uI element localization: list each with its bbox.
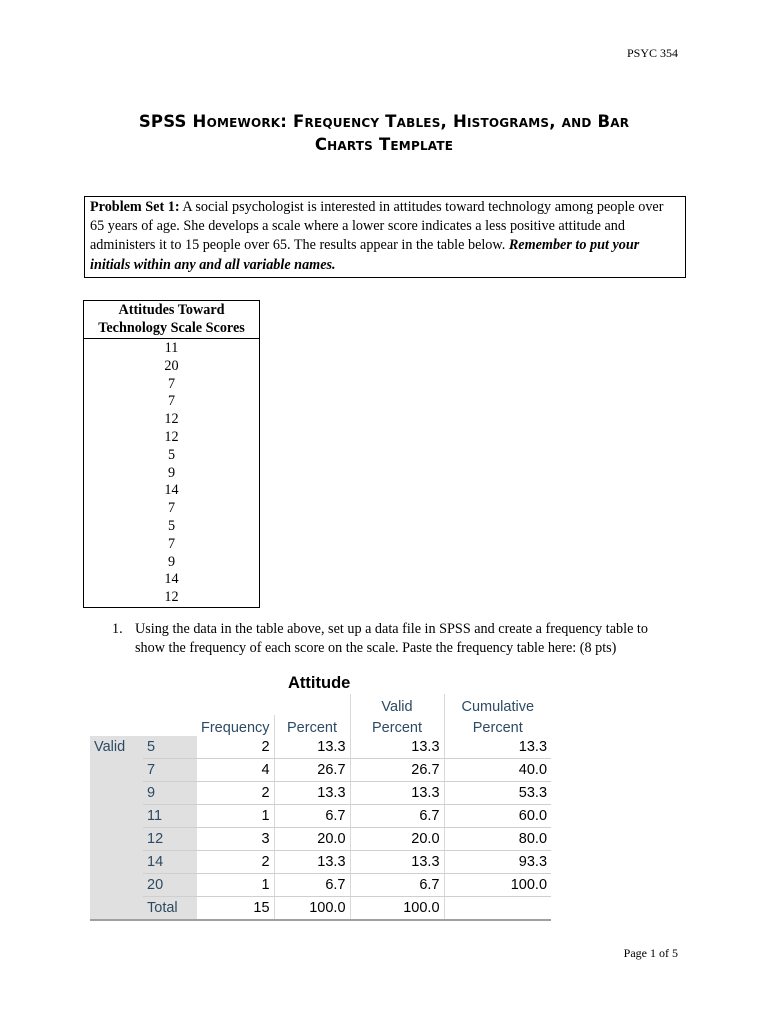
cumulative-percent-value: 93.3: [444, 851, 551, 874]
scores-table-body: [84, 339, 259, 607]
frequency-value: 2: [197, 736, 274, 759]
valid-percent-value: 13.3: [350, 782, 444, 805]
score-cell: 20: [164, 357, 179, 374]
percent-value: 6.7: [274, 805, 350, 828]
score-cell: 5: [167, 446, 176, 463]
group-label: [90, 805, 143, 828]
score-value: 20: [143, 874, 197, 897]
percent-value: 20.0: [274, 828, 350, 851]
group-label: [90, 851, 143, 874]
total-frequency: 15: [197, 897, 274, 921]
group-label: [90, 874, 143, 897]
score-cell: 14: [164, 482, 179, 499]
problem-set-box: [84, 196, 686, 278]
score-value: 9: [143, 782, 197, 805]
valid-percent-value: 13.3: [350, 736, 444, 759]
frequency-row: [90, 851, 551, 874]
score-value: 12: [143, 828, 197, 851]
frequency-table: [90, 694, 551, 921]
percent-value: 13.3: [274, 782, 350, 805]
valid-percent-value: 6.7: [350, 874, 444, 897]
frequency-value: 4: [197, 759, 274, 782]
cumulative-percent-value: 60.0: [444, 805, 551, 828]
problem-set-emphasis: Remember to put your initials within any and all variable names.: [90, 237, 640, 273]
valid-percent-value: 13.3: [350, 851, 444, 874]
score-value: 11: [143, 805, 197, 828]
total-cumulative-percent: [444, 897, 551, 921]
question-text: Using the data in the table above, set up a data file in SPSS and create a frequency table to show the frequency of each score on the scale. Paste the frequency table here: (8 pts): [135, 621, 648, 656]
frequency-row: [90, 782, 551, 805]
title-line-2: Charts Template: [314, 135, 454, 154]
group-label: Valid: [90, 736, 143, 759]
score-value: 14: [143, 851, 197, 874]
score-cell: 7: [167, 500, 176, 517]
scores-table-header: Attitudes Toward Technology Scale Scores: [84, 301, 259, 339]
cumulative-percent-value: 80.0: [444, 828, 551, 851]
frequency-value: 3: [197, 828, 274, 851]
score-cell: 11: [164, 340, 179, 356]
group-label: [90, 782, 143, 805]
title-line-1: SPSS Homework: Frequency Tables, Histograms, and Bar: [138, 112, 630, 131]
score-cell: 9: [167, 464, 176, 481]
score-cell: 12: [164, 589, 179, 606]
score-cell: 7: [167, 393, 176, 410]
problem-set-text: A social psychologist is interested in attitudes toward technology among people over 65 years of age. She develops a scale where a lower score indicates a less positive attitude and administers it to 15 people over 65. The results appear in the table below.: [90, 199, 664, 254]
score-cell: 7: [167, 535, 176, 552]
valid-percent-value: 20.0: [350, 828, 444, 851]
cumulative-percent-header-bottom: Percent: [472, 720, 523, 736]
total-valid-percent: 100.0: [350, 897, 444, 921]
percent-value: 26.7: [274, 759, 350, 782]
score-cell: 12: [164, 428, 179, 445]
group-label: [90, 759, 143, 782]
total-label: Total: [143, 897, 197, 921]
score-cell: 12: [164, 411, 179, 428]
group-label: [90, 897, 143, 921]
frequency-table-header-row-2: [90, 715, 551, 736]
score-cell: 14: [164, 571, 179, 588]
frequency-header: Frequency: [197, 715, 274, 736]
frequency-row: [90, 805, 551, 828]
cumulative-percent-value: 13.3: [444, 736, 551, 759]
valid-percent-header-top: Valid: [350, 694, 444, 715]
score-value: 5: [143, 736, 197, 759]
frequency-table-title: Attitude: [288, 674, 351, 692]
frequency-row: [90, 759, 551, 782]
valid-percent-value: 26.7: [350, 759, 444, 782]
frequency-value: 1: [197, 805, 274, 828]
cumulative-percent-header-top: Cumulative: [461, 699, 535, 715]
cumulative-percent-value: 40.0: [444, 759, 551, 782]
scores-table: [83, 300, 260, 608]
group-label: [90, 828, 143, 851]
cumulative-percent-value: 100.0: [444, 874, 551, 897]
frequency-value: 2: [197, 782, 274, 805]
question-1: [112, 620, 672, 658]
question-number: 1.: [112, 621, 123, 637]
problem-set-label: Problem Set 1:: [90, 199, 180, 215]
frequency-table-header-row-1: [90, 694, 551, 715]
frequency-total-row: [90, 897, 551, 921]
frequency-value: 1: [197, 874, 274, 897]
score-cell: 5: [167, 517, 176, 534]
score-cell: 9: [167, 553, 176, 570]
percent-header: Percent: [274, 715, 350, 736]
course-code: PSYC 354: [626, 46, 678, 60]
valid-percent-value: 6.7: [350, 805, 444, 828]
percent-value: 6.7: [274, 874, 350, 897]
frequency-value: 2: [197, 851, 274, 874]
percent-value: 13.3: [274, 736, 350, 759]
cumulative-percent-value: 53.3: [444, 782, 551, 805]
total-percent: 100.0: [274, 897, 350, 921]
frequency-row: [90, 736, 551, 759]
score-value: 7: [143, 759, 197, 782]
frequency-row: [90, 874, 551, 897]
percent-value: 13.3: [274, 851, 350, 874]
page-number: Page 1 of 5: [623, 946, 678, 960]
document-title: [84, 110, 684, 156]
valid-percent-header-bottom: Percent: [350, 715, 444, 736]
frequency-row: [90, 828, 551, 851]
score-cell: 7: [167, 375, 176, 392]
